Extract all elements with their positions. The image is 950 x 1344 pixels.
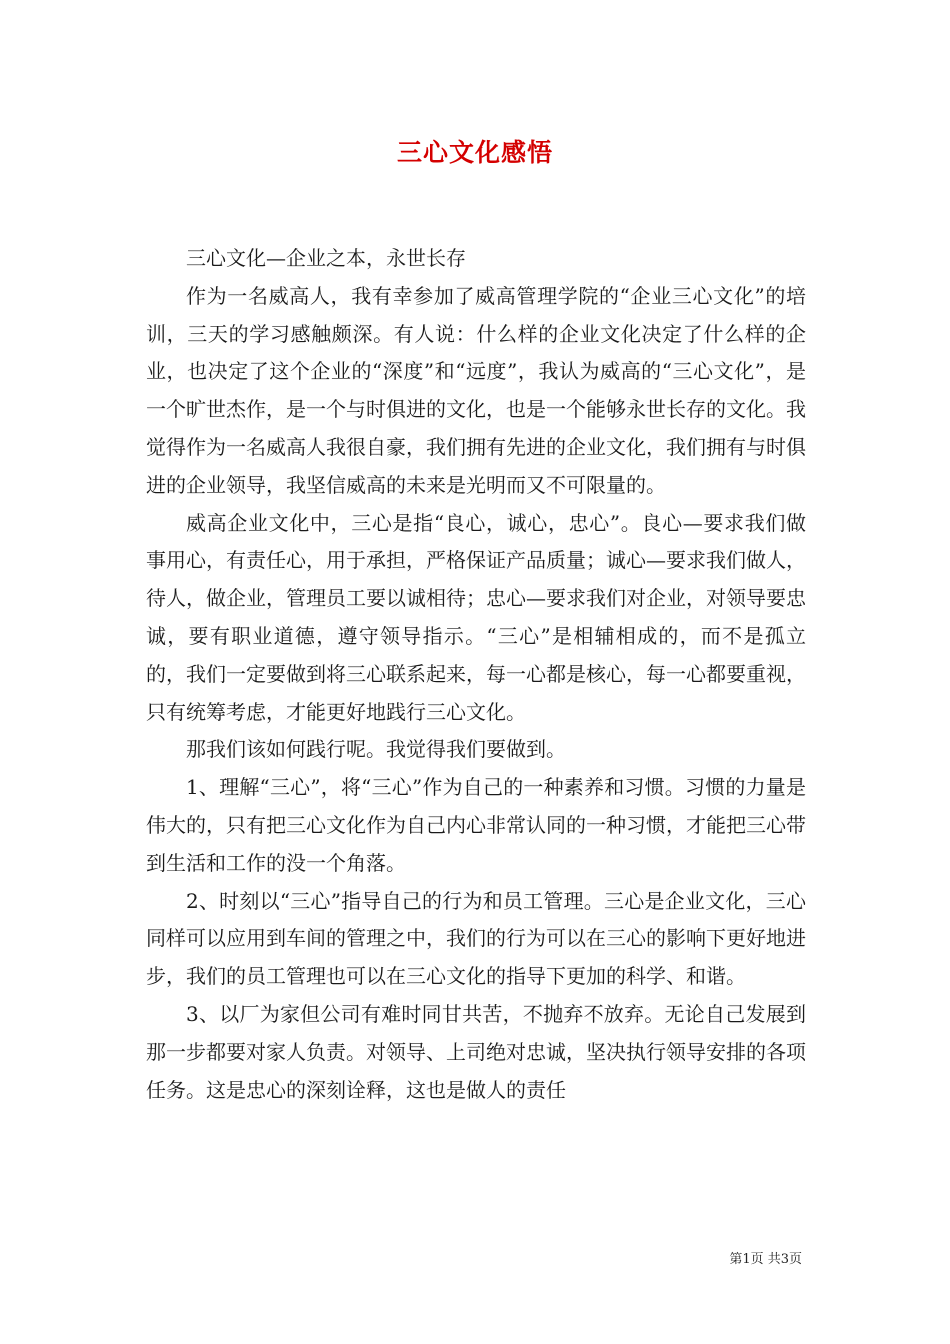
paragraph-point-3: 3、以厂为家但公司有难时同甘共苦，不抛弃不放弃。无论自己发展到那一步都要对家人负责。对领导、上司绝对忠诚，坚决执行领导安排的各项任务。这是忠心的深刻诠释，这也是做人的责任: [146, 1001, 806, 1102]
paragraph-how-to: 那我们该如何践行呢。我觉得我们要做到。: [186, 737, 566, 762]
paragraph-three-hearts: 威高企业文化中，三心是指“良心，诚心，忠心”。良心—要求我们做事用心，有责任心，用于承担，严格保证产品质量；诚心—要求我们做人，待人，做企业，管理员工要以诚相待；忠心—要求我们对企业，对领导要忠诚，要有职业道德，遵守领导指示。“三心”是相辅相成的，而不是孤立的，我们一定要做到将三心联系起来，每一心都是核心，每一心都要重视，只有统筹考虑，才能更好地践行三心文化。: [146, 510, 806, 724]
document-title: 三心文化感悟: [396, 138, 553, 167]
paragraph-subtitle: 三心文化—企业之本，永世长存: [186, 246, 466, 270]
document-body: [146, 240, 806, 1109]
paragraph-point-1: 1、理解“三心”，将“三心”作为自己的一种素养和习惯。习惯的力量是伟大的，只有把三心文化作为自己内心非常认同的一种习惯，才能把三心带到生活和工作的没一个角落。: [146, 775, 806, 875]
page-number: 第1页 共3页: [729, 1252, 802, 1267]
paragraph-intro: 作为一名威高人，我有幸参加了威高管理学院的“企业三心文化”的培训，三天的学习感触颇深。有人说：什么样的企业文化决定了什么样的企业，也决定了这个企业的“深度”和“远度”，我认为威高的“三心文化”，是一个旷世杰作，是一个与时俱进的文化，也是一个能够永世长存的文化。我觉得作为一名威高人我很自豪，我们拥有先进的企业文化，我们拥有与时俱进的企业领导，我坚信威高的未来是光明而又不可限量的。: [146, 283, 806, 497]
paragraph-point-2: 2、时刻以“三心”指导自己的行为和员工管理。三心是企业文化，三心同样可以应用到车间的管理之中，我们的行为可以在三心的影响下更好地进步，我们的员工管理也可以在三心文化的指导下更加的科学、和谐。: [146, 888, 806, 989]
